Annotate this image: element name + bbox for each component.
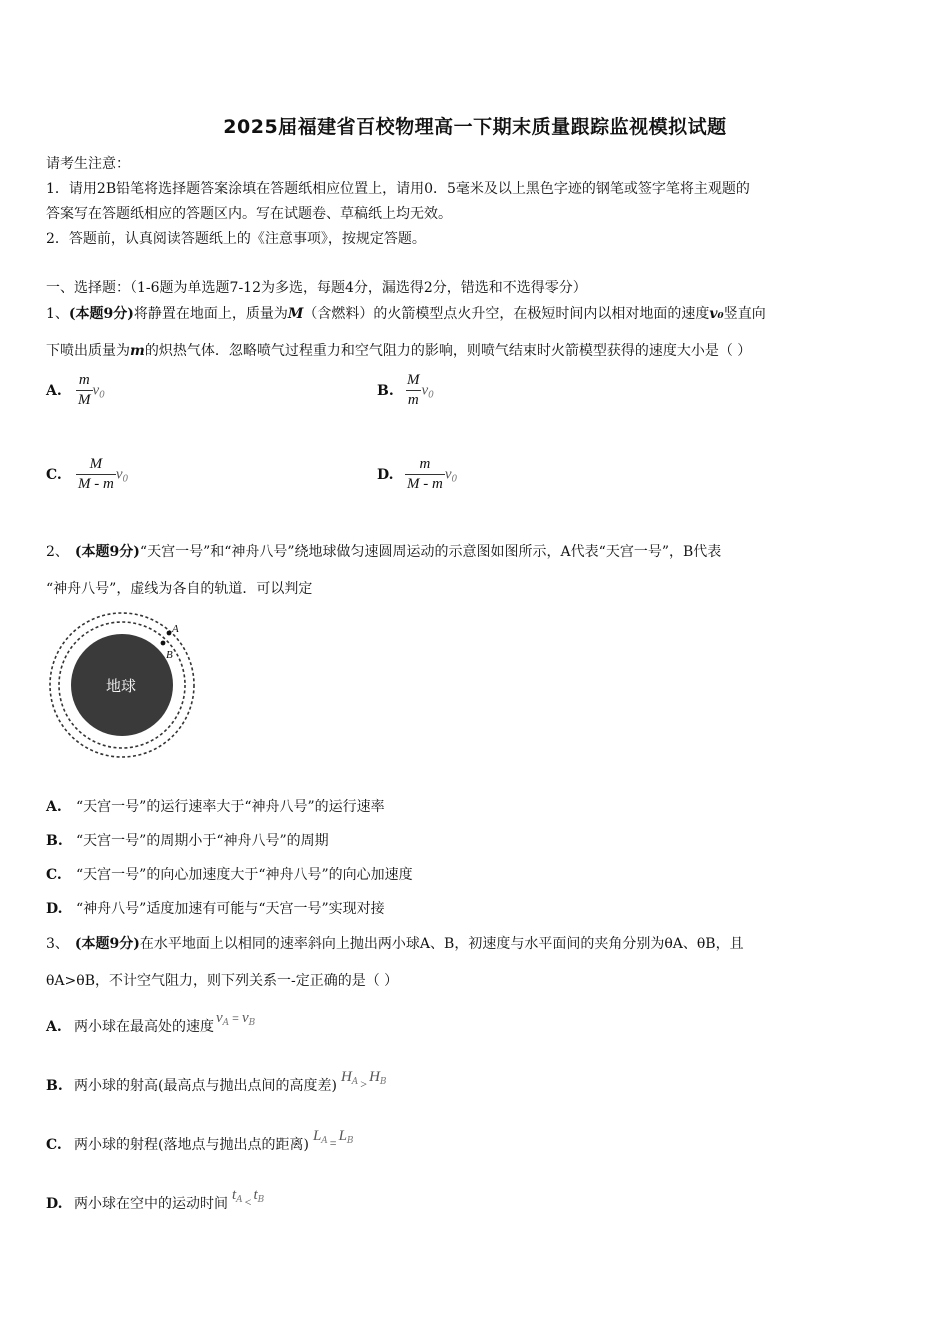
q2-text-1: “天宫一号”和“神舟八号”绕地球做匀速圆周运动的示意图如图所示，A代表“天宫一号”，B代表 bbox=[139, 544, 722, 560]
q1-text-2: （含燃料）的火箭模型点火升空，在极短时间内以相对地面的速度 bbox=[303, 306, 710, 322]
q2-option-a-label: A. bbox=[46, 799, 62, 815]
q1-option-c[interactable] bbox=[46, 456, 128, 493]
q2-option-b[interactable] bbox=[46, 830, 329, 850]
q1-option-b-v: v bbox=[421, 382, 429, 399]
q3-text-1: 在水平地面上以相同的速率斜向上抛出两小球A、B，初速度与水平面间的夹角分别为θA、θB，且 bbox=[139, 936, 744, 952]
q2-option-d[interactable] bbox=[46, 898, 385, 918]
q1-option-b-sub: 0 bbox=[428, 390, 434, 401]
q3-option-b-sub-a: A bbox=[351, 1077, 359, 1087]
q3-option-c-text: 两小球的射程(落地点与抛出点的距离) bbox=[74, 1137, 309, 1153]
q1-option-b-num: M bbox=[407, 372, 420, 388]
q1-option-b-label: B. bbox=[377, 382, 394, 399]
label-b: B bbox=[166, 649, 173, 661]
q3-option-a-sub-a: A bbox=[222, 1018, 230, 1028]
q3-option-b-sym-2: H bbox=[369, 1069, 380, 1085]
q3-option-a-rel: = bbox=[232, 1011, 239, 1025]
q2-option-c-label: C. bbox=[46, 867, 62, 883]
notice-item-1-line-1: 1．请用2B铅笔将选择题答案涂填在答题纸相应位置上，请用0．5毫米及以上黑色字迹的钢笔或签字笔将主观题的 bbox=[46, 181, 750, 197]
orbit-diagram bbox=[48, 608, 198, 760]
q3-option-a-sym-2: v bbox=[241, 1010, 249, 1026]
q3-option-a[interactable] bbox=[46, 1010, 256, 1037]
q1-option-a-v: v bbox=[92, 382, 100, 399]
q3-option-d-text: 两小球在空中的运动时间 bbox=[74, 1196, 228, 1212]
q1-option-a-fraction bbox=[76, 372, 93, 409]
section-heading: 一、选择题：（1-6题为单选题7-12为多选，每题4分，漏选得2分，错选和不选得零分） bbox=[46, 280, 587, 296]
point-b bbox=[161, 641, 166, 646]
q3-option-b-formula bbox=[340, 1069, 387, 1091]
q3-option-d-sub-b: B bbox=[257, 1195, 265, 1205]
q2-option-a[interactable] bbox=[46, 796, 385, 816]
q3-option-b-sym-1: H bbox=[340, 1069, 352, 1085]
q2-option-d-text: “神舟八号”适度加速有可能与“天宫一号”实现对接 bbox=[76, 901, 385, 917]
q1-line-1 bbox=[46, 303, 766, 323]
q1-option-d-num: m bbox=[419, 456, 431, 472]
q3-option-c-sub-b: B bbox=[346, 1136, 354, 1146]
q1-option-c-num: M bbox=[89, 456, 103, 472]
point-a bbox=[167, 631, 172, 636]
q1-text-4: 下喷出质量为 bbox=[46, 343, 130, 359]
q1-var-v0: v₀ bbox=[709, 306, 724, 322]
q1-option-c-fraction bbox=[76, 456, 116, 493]
page-title: 2025届福建省百校物理高一下期末质量跟踪监视模拟试题 bbox=[223, 116, 727, 138]
q2-option-d-label: D. bbox=[46, 901, 63, 917]
q2-prefix: 2、 bbox=[46, 544, 69, 560]
q1-var-M: M bbox=[287, 306, 304, 322]
q3-option-b[interactable] bbox=[46, 1069, 387, 1096]
q1-line-2 bbox=[46, 340, 751, 360]
orbit-figure bbox=[48, 608, 198, 760]
q2-line-2: “神舟八号”，虚线为各自的轨道．可以判定 bbox=[46, 581, 313, 597]
q3-option-c[interactable] bbox=[46, 1128, 354, 1155]
label-a: A bbox=[172, 623, 179, 635]
q2-option-b-text: “天宫一号”的周期小于“神舟八号”的周期 bbox=[76, 833, 329, 849]
q1-option-c-sub: 0 bbox=[122, 474, 129, 485]
q1-option-c-v: v bbox=[115, 466, 123, 483]
q1-option-b-den: m bbox=[407, 392, 419, 408]
q3-option-b-sub-b: B bbox=[379, 1077, 387, 1087]
q3-option-b-rel: > bbox=[360, 1077, 368, 1091]
q2-option-c[interactable] bbox=[46, 864, 413, 884]
q3-option-a-label: A. bbox=[46, 1019, 62, 1035]
earth-label: 地球 bbox=[106, 677, 137, 695]
q2-option-a-text: “天宫一号”的运行速率大于“神舟八号”的运行速率 bbox=[76, 799, 385, 815]
q1-option-d[interactable] bbox=[377, 456, 457, 493]
q3-option-c-sym-2: L bbox=[338, 1128, 347, 1144]
q3-option-d-sym-1: t bbox=[232, 1187, 237, 1203]
notice-item-2: 2．答题前，认真阅读答题纸上的《注意事项》，按规定答题。 bbox=[46, 231, 426, 247]
q1-option-d-label: D. bbox=[377, 466, 394, 483]
q1-option-a-num: m bbox=[78, 372, 90, 388]
q1-option-d-sub: 0 bbox=[451, 474, 458, 485]
q3-option-c-sym-1: L bbox=[312, 1128, 322, 1144]
q3-option-c-label: C. bbox=[46, 1137, 62, 1153]
q1-option-b[interactable] bbox=[377, 372, 434, 409]
q3-option-d-label: D. bbox=[46, 1196, 63, 1212]
q1-option-a-den: M bbox=[78, 392, 91, 408]
notice-item-1-line-2: 答案写在答题纸相应的答题区内。写在试题卷、草稿纸上均无效。 bbox=[46, 206, 452, 222]
q2-option-c-text: “天宫一号”的向心加速度大于“神舟八号”的向心加速度 bbox=[76, 867, 413, 883]
q1-prefix: 1、 bbox=[46, 306, 69, 322]
q1-option-b-fraction bbox=[405, 372, 422, 409]
q1-text-5: 的炽热气体．忽略喷气过程重力和空气阻力的影响，则喷气结束时火箭模型获得的速度大小是（ ） bbox=[144, 343, 752, 359]
q1-var-m: m bbox=[130, 343, 145, 359]
q1-option-d-den: M - m bbox=[407, 476, 443, 492]
q1-option-a-label: A. bbox=[46, 382, 62, 399]
q3-option-c-formula bbox=[312, 1128, 354, 1150]
q3-option-d-sym-2: t bbox=[253, 1187, 258, 1203]
q3-line-1 bbox=[46, 933, 744, 953]
q3-option-d-rel: < bbox=[244, 1195, 252, 1209]
q3-option-a-formula bbox=[216, 1010, 255, 1026]
q3-points: (本题9分) bbox=[74, 936, 140, 952]
q3-prefix: 3、 bbox=[46, 936, 69, 952]
q3-option-b-label: B. bbox=[46, 1078, 63, 1094]
q2-option-b-label: B. bbox=[46, 833, 63, 849]
q1-option-d-v: v bbox=[444, 466, 452, 483]
q3-option-d-sub-a: A bbox=[236, 1195, 243, 1205]
q1-option-a[interactable] bbox=[46, 372, 105, 409]
q2-points: (本题9分) bbox=[74, 544, 140, 560]
q1-option-d-fraction bbox=[405, 456, 445, 493]
q1-points: (本题9分) bbox=[68, 306, 134, 322]
q1-option-c-den: M - m bbox=[78, 476, 114, 492]
q3-option-c-rel: = bbox=[329, 1136, 337, 1150]
q3-line-2: θA>θB，不计空气阻力，则下列关系一-定正确的是（ ） bbox=[46, 973, 399, 989]
q1-text-1: 将静置在地面上，质量为 bbox=[133, 306, 288, 322]
q1-option-a-sub: 0 bbox=[99, 390, 105, 401]
q1-text-3: 竖直向 bbox=[723, 306, 766, 322]
notice-heading: 请考生注意： bbox=[46, 156, 130, 172]
q3-option-d-formula bbox=[232, 1187, 265, 1209]
q1-option-c-label: C. bbox=[46, 466, 62, 483]
q3-option-a-sub-b: B bbox=[248, 1018, 256, 1028]
q3-option-b-text: 两小球的射高(最高点与抛出点间的高度差) bbox=[74, 1078, 337, 1094]
q3-option-a-text: 两小球在最高处的速度 bbox=[74, 1019, 214, 1035]
q3-option-c-sub-a: A bbox=[321, 1136, 328, 1146]
q3-option-d[interactable] bbox=[46, 1187, 265, 1214]
q3-option-a-sym-1: v bbox=[216, 1010, 223, 1026]
q2-line-1 bbox=[46, 541, 721, 561]
